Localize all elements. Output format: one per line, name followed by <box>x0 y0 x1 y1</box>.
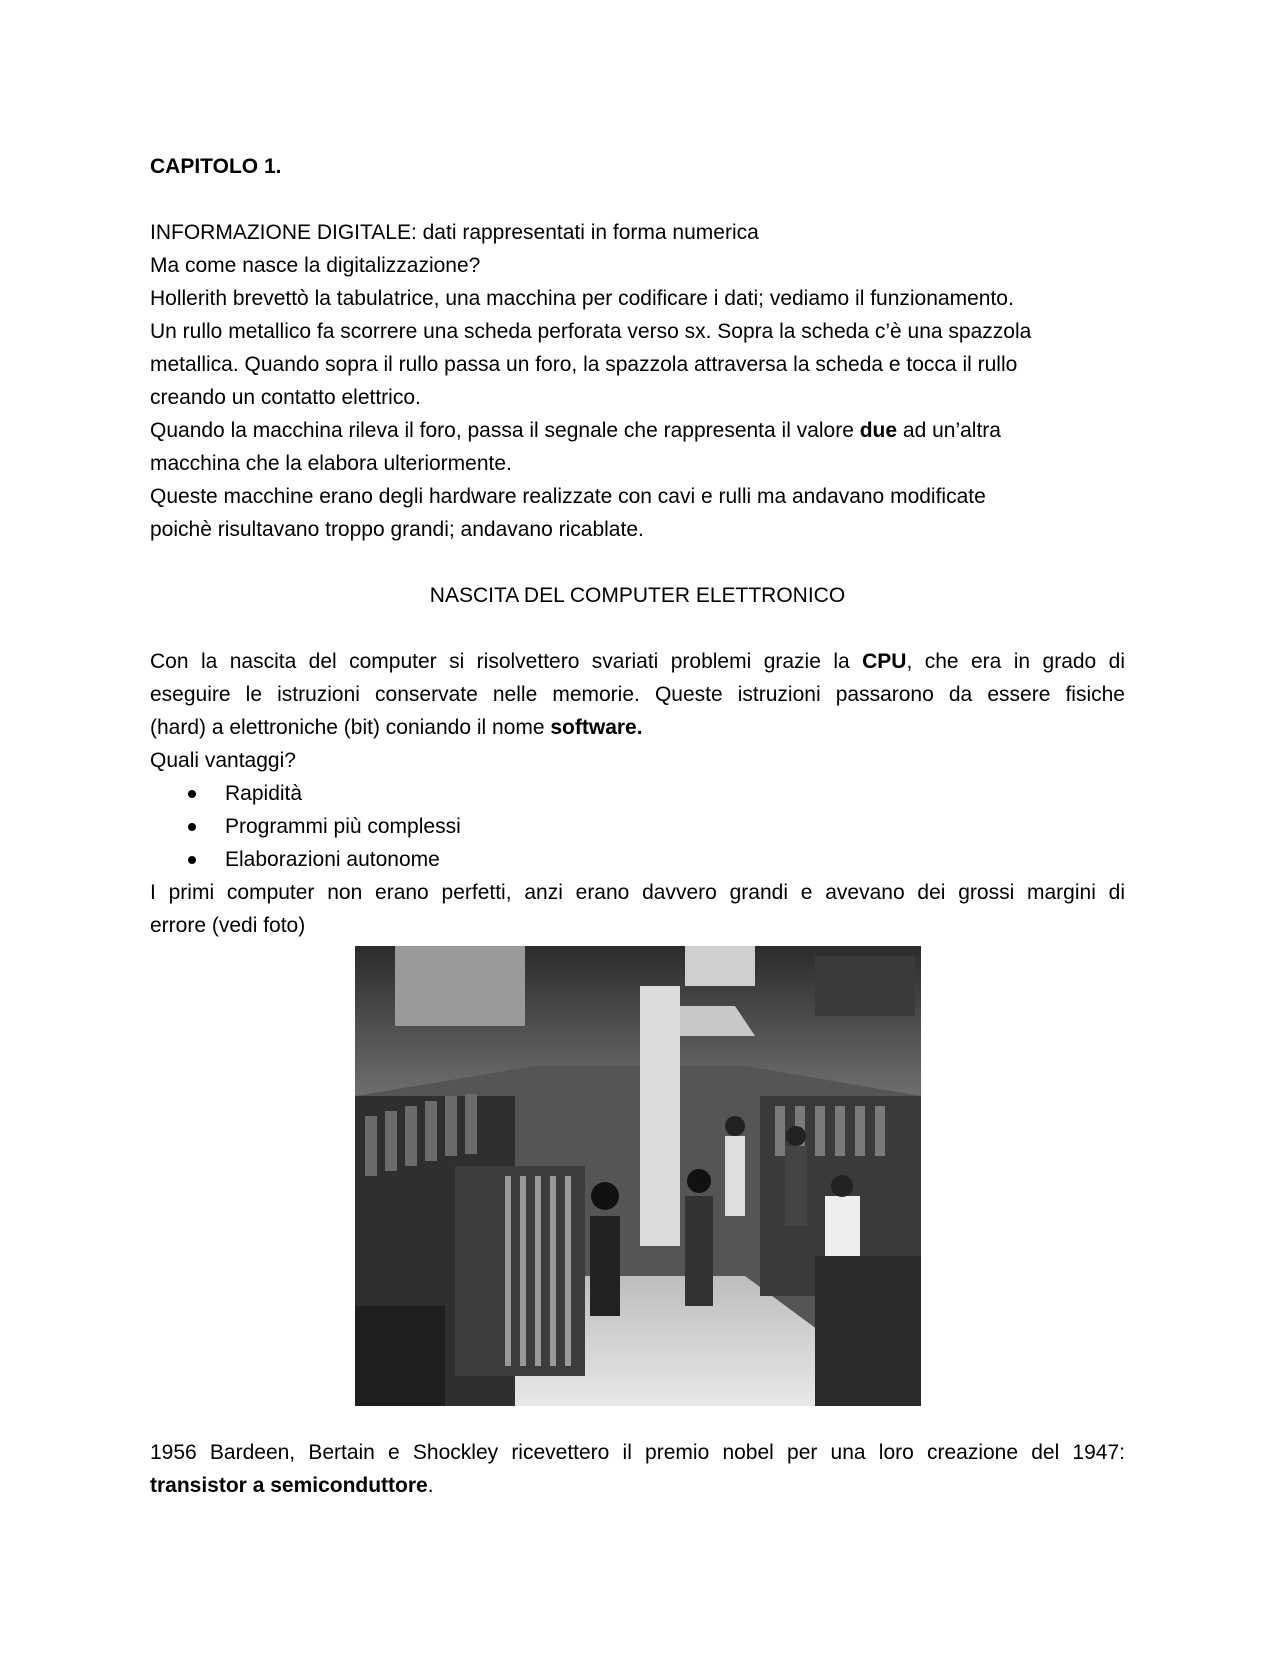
section-text: Con la nascita del computer si risolvettero svariati problemi grazie la <box>150 650 863 673</box>
intro-line <box>150 414 1125 447</box>
closing-line <box>150 1469 1125 1502</box>
advantages-list <box>150 777 1125 876</box>
section-paragraph-line: errore (vedi foto) <box>150 914 306 937</box>
intro-line: poichè risultavano troppo grandi; andavano ricablate. <box>150 518 644 541</box>
intro-line: INFORMAZIONE DIGITALE: dati rappresentati in forma numerica <box>150 221 759 244</box>
intro-text: Quando la macchina rileva il foro, passa il segnale che rappresenta il valore <box>150 419 860 442</box>
section-text: , che era in grado di <box>906 650 1125 673</box>
list-item <box>150 843 1125 876</box>
section-paragraph-line: eseguire le istruzioni conservate nelle memorie. Queste istruzioni passarono da essere fisiche <box>150 683 1125 706</box>
cpu-bold: CPU <box>862 650 907 673</box>
section-paragraph-line: I primi computer non erano perfetti, anzi erano davvero grandi e avevano dei grossi margini di <box>150 881 1125 904</box>
bullet-icon <box>188 856 196 864</box>
section-text: (hard) a elettroniche (bit) coniando il nome <box>150 716 551 739</box>
bullet-icon <box>188 790 196 798</box>
section-paragraph-line <box>150 711 1125 744</box>
advantages-question: Quali vantaggi? <box>150 749 296 772</box>
list-item <box>150 810 1125 843</box>
closing-text: . <box>427 1474 434 1497</box>
intro-line: Hollerith brevettò la tabulatrice, una macchina per codificare i dati; vediamo il funzionamento. <box>150 287 1014 310</box>
intro-bold-due: due <box>859 419 898 442</box>
list-item <box>150 777 1125 810</box>
bullet-icon <box>188 823 196 831</box>
closing-line: 1956 Bardeen, Bertain e Shockley ricevettero il premio nobel per una loro creazione del 1947: <box>150 1441 1125 1464</box>
intro-line: metallica. Quando sopra il rullo passa un foro, la spazzola attraversa la scheda e tocca il rullo <box>150 353 1018 376</box>
list-item-text: Rapidità <box>225 782 303 805</box>
list-item-text: Programmi più complessi <box>225 815 461 838</box>
intro-line: Un rullo metallico fa scorrere una scheda perforata verso sx. Sopra la scheda c’è una spazzola <box>150 320 1032 343</box>
intro-line: macchina che la elabora ulteriormente. <box>150 452 512 475</box>
intro-line: Queste macchine erano degli hardware realizzate con cavi e rulli ma andavano modificate <box>150 485 986 508</box>
document-page <box>150 150 1125 1502</box>
intro-text: ad un’altra <box>897 419 1001 442</box>
photo-container <box>150 946 1125 1406</box>
list-item-text: Elaborazioni autonome <box>225 848 440 871</box>
software-bold: software. <box>550 716 643 739</box>
chapter-title: CAPITOLO 1. <box>150 155 282 178</box>
transistor-bold: transistor a semiconduttore <box>150 1474 428 1497</box>
eniac-photo <box>355 946 921 1406</box>
section-paragraph-line <box>150 645 1125 678</box>
intro-line: creando un contatto elettrico. <box>150 386 421 409</box>
section-title: NASCITA DEL COMPUTER ELETTRONICO <box>429 584 846 607</box>
computer-room-photo-icon <box>355 946 921 1406</box>
intro-line: Ma come nasce la digitalizzazione? <box>150 254 481 277</box>
